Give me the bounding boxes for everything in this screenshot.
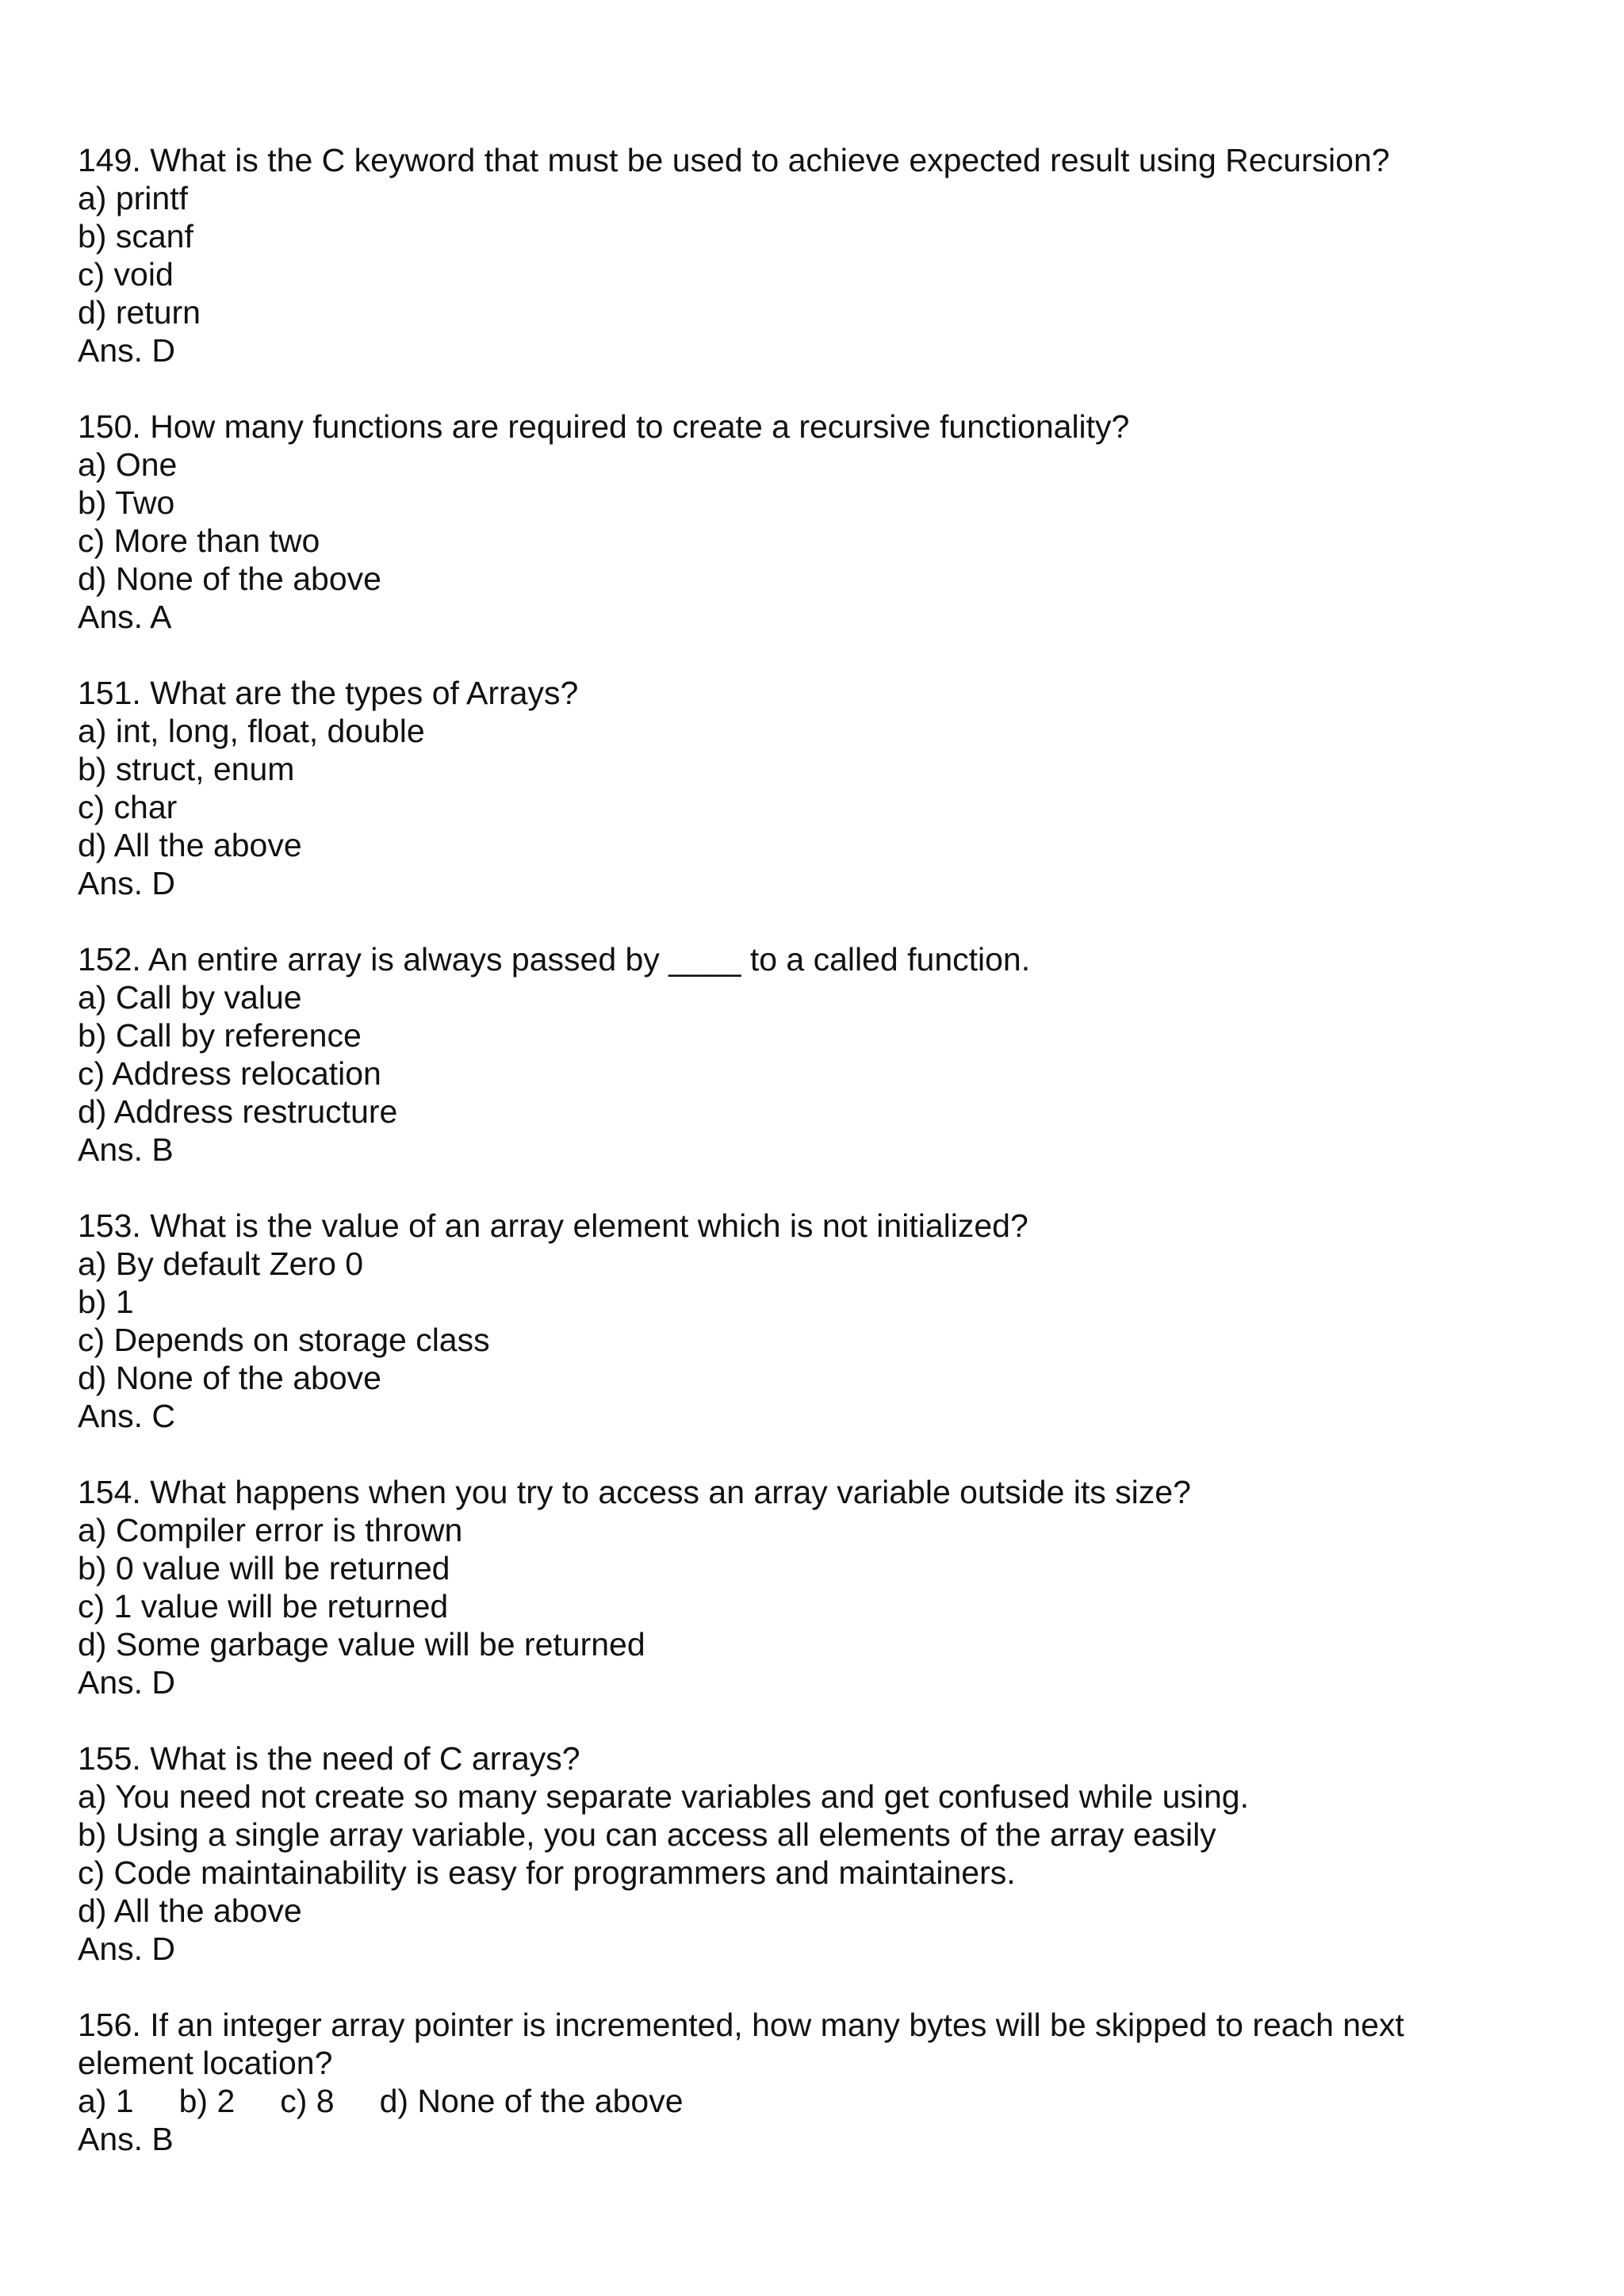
question-156 (78, 2006, 1568, 2158)
option-d: d) None of the above (78, 561, 381, 597)
question-text: 150. How many functions are required to create a recursive functionality? (78, 408, 1130, 445)
question-text: 151. What are the types of Arrays? (78, 675, 579, 711)
inline-options (78, 2082, 1568, 2120)
question-text: 155. What is the need of C arrays? (78, 1740, 580, 1777)
option-d: d) None of the above (78, 1360, 381, 1396)
answer: Ans. A (78, 599, 172, 635)
option-b: b) Using a single array variable, you can access all elements of the array easily (78, 1816, 1216, 1853)
question-150 (78, 408, 1568, 636)
option-b: b) scanf (78, 218, 193, 254)
option-a: a) printf (78, 180, 188, 216)
answer: Ans. B (78, 1131, 174, 1168)
option-c: c) 1 value will be returned (78, 1588, 449, 1624)
option-b: b) 0 value will be returned (78, 1550, 450, 1586)
option-a: a) You need not create so many separate variables and get confused while using. (78, 1778, 1249, 1815)
option-a: a) Call by value (78, 979, 302, 1016)
question-151 (78, 674, 1568, 902)
option-c: c) Code maintainability is easy for programmers and maintainers. (78, 1854, 1016, 1891)
answer: Ans. D (78, 865, 176, 901)
option-b: b) 1 (78, 1284, 134, 1320)
answer: Ans. D (78, 1664, 176, 1701)
question-text-line-2: element location? (78, 2045, 333, 2081)
document-page (78, 141, 1568, 2196)
answer: Ans. B (78, 2121, 174, 2157)
option-d: d) None of the above (379, 2083, 684, 2119)
question-text: 154. What happens when you try to access an array variable outside its size? (78, 1474, 1191, 1510)
option-d: d) return (78, 294, 201, 331)
option-d: d) All the above (78, 1892, 302, 1929)
option-d: d) Some garbage value will be returned (78, 1626, 645, 1663)
question-153 (78, 1207, 1568, 1435)
option-b: b) Two (78, 484, 175, 521)
option-c: c) 8 (280, 2083, 335, 2119)
question-text: 152. An entire array is always passed by ____ to a called function. (78, 941, 1031, 978)
option-c: c) Depends on storage class (78, 1322, 490, 1358)
question-152 (78, 940, 1568, 1169)
option-c: c) More than two (78, 522, 320, 559)
option-d: d) Address restructure (78, 1093, 398, 1130)
question-154 (78, 1473, 1568, 1701)
question-155 (78, 1739, 1568, 1968)
option-c: c) void (78, 256, 174, 293)
answer: Ans. D (78, 332, 176, 369)
option-b: b) Call by reference (78, 1017, 362, 1054)
option-d: d) All the above (78, 827, 302, 863)
option-a: a) One (78, 446, 178, 483)
question-149 (78, 141, 1568, 369)
option-b: b) struct, enum (78, 751, 295, 787)
option-a: a) Compiler error is thrown (78, 1512, 463, 1548)
option-b: b) 2 (178, 2083, 236, 2119)
option-a: a) int, long, float, double (78, 713, 425, 749)
question-text: 149. What is the C keyword that must be used to achieve expected result using Recursion? (78, 142, 1390, 178)
question-text: 153. What is the value of an array element which is not initialized? (78, 1207, 1028, 1244)
answer: Ans. C (78, 1398, 176, 1434)
option-c: c) char (78, 789, 178, 825)
answer: Ans. D (78, 1931, 176, 1967)
option-c: c) Address relocation (78, 1055, 381, 1092)
option-a: a) By default Zero 0 (78, 1246, 364, 1282)
question-text-line-1: 156. If an integer array pointer is incremented, how many bytes will be skipped to reach next (78, 2007, 1404, 2043)
option-a: a) 1 (78, 2083, 134, 2119)
